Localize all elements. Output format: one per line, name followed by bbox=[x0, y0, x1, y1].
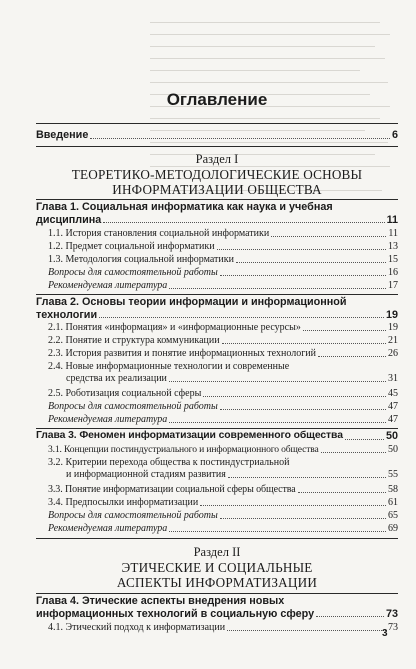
leader-dots bbox=[103, 222, 384, 223]
chapter-1 bbox=[36, 201, 398, 226]
rule-before-section-2 bbox=[36, 538, 398, 539]
item-page: 47 bbox=[388, 401, 398, 412]
item-page: 21 bbox=[388, 335, 398, 346]
chapter-3-title: Глава 3. Феномен информатизации современного общества bbox=[36, 430, 343, 441]
item-title: Вопросы для самостоятельной работы bbox=[48, 510, 218, 521]
item-page: 11 bbox=[388, 228, 398, 239]
leader-dots bbox=[222, 343, 386, 344]
item-title: 3.1. Концепции постиндустриального и информационного общества bbox=[48, 444, 319, 455]
item-page: 55 bbox=[388, 469, 398, 481]
leader-dots bbox=[227, 630, 386, 631]
item-title-line1: 2.4. Новые информационные технологии и современные bbox=[48, 361, 290, 372]
toc-item-4-1 bbox=[36, 622, 398, 634]
toc-item-3-3 bbox=[36, 484, 398, 496]
toc-item-2-4 bbox=[36, 361, 398, 385]
leader-dots bbox=[316, 616, 384, 617]
leader-dots bbox=[345, 439, 384, 440]
leader-dots bbox=[169, 531, 386, 532]
toc-item-2-5 bbox=[36, 388, 398, 400]
item-page: 16 bbox=[388, 267, 398, 278]
item-title: 1.3. Методология социальной информатики bbox=[48, 254, 234, 265]
chapter-4-page: 73 bbox=[385, 607, 398, 620]
leader-dots bbox=[217, 249, 386, 250]
toc-item-1-1 bbox=[36, 228, 398, 240]
item-page: 15 bbox=[388, 254, 398, 265]
item-page: 61 bbox=[388, 497, 398, 508]
item-title: 2.1. Понятия «информация» и «информационные ресурсы» bbox=[48, 322, 301, 333]
leader-dots bbox=[220, 518, 386, 519]
item-title: 3.4. Предпосылки информатизации bbox=[48, 497, 199, 508]
item-title: Рекомендуемая литература bbox=[48, 280, 168, 291]
toc-intro bbox=[36, 129, 398, 142]
intro-title: Введение bbox=[36, 129, 89, 141]
item-title: Вопросы для самостоятельной работы bbox=[48, 401, 218, 412]
toc-literature-3 bbox=[36, 523, 398, 535]
item-title-line1: 3.2. Критерии перехода общества к постиндустриальной bbox=[48, 457, 290, 468]
item-title: 3.3. Понятие информатизации социальной сферы общества bbox=[48, 484, 296, 495]
rule-after-intro bbox=[36, 146, 398, 147]
rule-before-ch4 bbox=[36, 593, 398, 594]
leader-dots bbox=[169, 422, 386, 423]
item-title: 4.1. Этический подход к информатизации bbox=[48, 622, 226, 633]
section-2-heading bbox=[36, 545, 398, 590]
item-title: Рекомендуемая литература bbox=[48, 523, 168, 534]
leader-dots bbox=[90, 138, 390, 139]
item-title-line2: и информационной стадиям развития bbox=[66, 469, 226, 481]
toc-item-3-4 bbox=[36, 497, 398, 509]
chapter-2 bbox=[36, 296, 398, 321]
leader-dots bbox=[271, 236, 386, 237]
item-page: 73 bbox=[388, 622, 398, 633]
item-title-line2: средства их реализации bbox=[66, 373, 167, 385]
chapter-3 bbox=[36, 430, 398, 443]
section-2-title-line1: ЭТИЧЕСКИЕ И СОЦИАЛЬНЫЕ bbox=[121, 560, 313, 575]
leader-dots bbox=[169, 288, 386, 289]
page-number: 3 bbox=[382, 628, 388, 639]
item-title: 1.2. Предмет социальной информатики bbox=[48, 241, 215, 252]
toc-literature-2 bbox=[36, 414, 398, 426]
chapter-1-page: 11 bbox=[386, 213, 398, 226]
section-1-title-line2: ИНФОРМАТИЗАЦИИ ОБЩЕСТВА bbox=[112, 182, 322, 197]
chapter-1-title-line2: дисциплина bbox=[36, 213, 102, 226]
chapter-4-title-line1: Глава 4. Этические аспекты внедрения новых bbox=[36, 595, 285, 607]
leader-dots bbox=[200, 505, 386, 506]
item-page: 65 bbox=[388, 510, 398, 521]
toc-item-2-1 bbox=[36, 322, 398, 334]
rule-before-ch2 bbox=[36, 294, 398, 295]
leader-dots bbox=[203, 396, 386, 397]
section-1-heading bbox=[36, 152, 398, 197]
top-rule bbox=[36, 123, 398, 124]
chapter-4-title-line2: информационных технологий в социальную сферу bbox=[36, 607, 315, 620]
item-title: 1.1. История становления социальной информатики bbox=[48, 228, 270, 239]
toc-item-2-3 bbox=[36, 348, 398, 360]
chapter-4 bbox=[36, 595, 398, 620]
toc-item-1-2 bbox=[36, 241, 398, 253]
toc-heading: Оглавление bbox=[166, 90, 268, 109]
leader-dots bbox=[220, 409, 386, 410]
item-title: 2.5. Роботизация социальной сферы bbox=[48, 388, 202, 399]
leader-dots bbox=[228, 477, 386, 478]
leader-dots bbox=[236, 262, 386, 263]
item-page: 17 bbox=[388, 280, 398, 291]
rule-before-ch3 bbox=[36, 428, 398, 429]
item-title: 2.3. История развития и понятие информационных технологий bbox=[48, 348, 316, 359]
toc-item-2-2 bbox=[36, 335, 398, 347]
item-title: Рекомендуемая литература bbox=[48, 414, 168, 425]
section-1-title-line1: ТЕОРЕТИКО-МЕТОДОЛОГИЧЕСКИЕ ОСНОВЫ bbox=[71, 167, 363, 182]
leader-dots bbox=[321, 452, 386, 453]
chapter-3-page: 50 bbox=[385, 430, 398, 442]
item-page: 31 bbox=[388, 373, 398, 385]
item-page: 50 bbox=[388, 444, 398, 455]
item-title: 2.2. Понятие и структура коммуникации bbox=[48, 335, 220, 346]
item-page: 13 bbox=[388, 241, 398, 252]
leader-dots bbox=[169, 381, 386, 382]
item-page: 69 bbox=[388, 523, 398, 534]
chapter-1-title-line1: Глава 1. Социальная информатика как наука и учебная bbox=[36, 201, 333, 213]
chapter-2-page: 19 bbox=[385, 308, 398, 321]
toc-questions-2 bbox=[36, 401, 398, 413]
leader-dots bbox=[298, 492, 386, 493]
toc-questions-3 bbox=[36, 510, 398, 522]
toc-questions-1 bbox=[36, 267, 398, 279]
item-page: 45 bbox=[388, 388, 398, 399]
intro-page: 6 bbox=[391, 129, 398, 141]
toc-item-1-3 bbox=[36, 254, 398, 266]
item-page: 58 bbox=[388, 484, 398, 495]
section-2-number: Раздел II bbox=[193, 545, 241, 559]
leader-dots bbox=[303, 330, 386, 331]
chapter-2-title-line2: технологии bbox=[36, 308, 98, 321]
item-title: Вопросы для самостоятельной работы bbox=[48, 267, 218, 278]
toc-item-3-1 bbox=[36, 444, 398, 456]
leader-dots bbox=[99, 317, 384, 318]
toc-item-3-2 bbox=[36, 457, 398, 481]
item-page: 26 bbox=[388, 348, 398, 359]
chapter-2-title-line1: Глава 2. Основы теории информации и информационной bbox=[36, 296, 347, 308]
section-2-title-line2: АСПЕКТЫ ИНФОРМАТИЗАЦИИ bbox=[116, 575, 318, 590]
toc-literature-1 bbox=[36, 280, 398, 292]
leader-dots bbox=[318, 356, 386, 357]
section-1-number: Раздел I bbox=[195, 152, 239, 166]
item-page: 47 bbox=[388, 414, 398, 425]
leader-dots bbox=[220, 275, 386, 276]
item-page: 19 bbox=[388, 322, 398, 333]
rule-before-ch1 bbox=[36, 199, 398, 200]
